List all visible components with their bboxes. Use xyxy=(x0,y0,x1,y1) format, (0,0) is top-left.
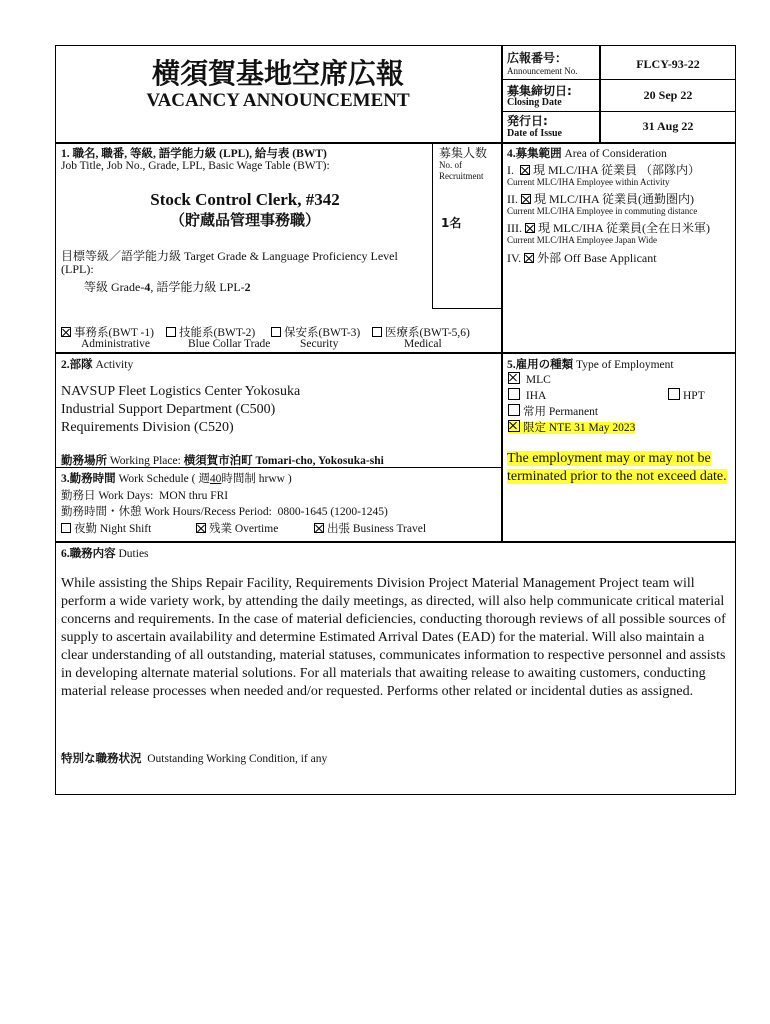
area-roman-2: II. xyxy=(507,192,518,206)
duties-label-en: Duties xyxy=(118,548,149,560)
activity-line1: NAVSUP Fleet Logistics Center Yokosuka xyxy=(61,384,301,399)
issue-value: 31 Aug 22 xyxy=(642,119,694,133)
place-value: 横須賀市泊町 Tomari-cho, Yokosuka-shi xyxy=(183,455,384,467)
checkbox-icon[interactable] xyxy=(508,404,520,416)
lpl-value: 2 xyxy=(244,280,251,294)
closing-label-jp: 募集締切日: xyxy=(507,84,572,98)
ann-row-line xyxy=(501,79,736,80)
emp-hpt[interactable] xyxy=(668,388,705,402)
header-bottom-line xyxy=(55,142,736,144)
ann-no-label-en: Announcement No. xyxy=(507,66,578,76)
schedule-weekly-post: 時間制 hrww ) xyxy=(221,473,292,485)
target-line1: 目標等級／語学能力級 Target Grade & Language Proficiency Level xyxy=(61,249,398,263)
employment-label-jp: 5.雇用の種類 xyxy=(507,359,574,371)
checkbox-checked-icon[interactable] xyxy=(508,420,520,432)
overtime-label: 残業 Overtime xyxy=(209,523,279,535)
working-place xyxy=(61,452,384,468)
job-label-jp: 1. 職名, 職番, 等級, 語学能力級 (LPL), 給与表 (BWT) xyxy=(61,148,327,160)
recruit-label-en1: No. of xyxy=(439,160,462,170)
job-label-en: Job Title, Job No., Grade, LPL, Basic Wage Table (BWT): xyxy=(61,160,330,172)
area-item-2[interactable] xyxy=(507,190,694,207)
issue-label-jp: 発行日: xyxy=(507,114,548,128)
employment-note-text: The employment may or may not be terminated prior to the not exceed date. xyxy=(507,451,727,484)
checkbox-checked-icon[interactable] xyxy=(61,327,71,337)
business-travel[interactable] xyxy=(314,520,426,536)
duties-text: While assisting the Ships Repair Facility, Requirements Division Project Material Management Project team will perform a wide variety work, by attending the daily meetings, as directed, will also help communicate critical material concerns and requirements. In the case of material deficiencies, conducting thorough reviews of all possible sources of supply to ascertain availability and determine Estimated Arrival Dates (EAD) for the material. Will also maintain a clear understanding of all outstanding, material statuses, communicates information to respective personnel and assists in developing alternate material solutions. For all materials that awaiting release to awaiting customers, conducting material release processes when needed and/or requested. Performs other related or incidental duties as assigned. xyxy=(61,576,726,699)
special-label-en: Outstanding Working Condition, if any xyxy=(147,753,328,765)
schedule-label-jp: 3.勤務時間 xyxy=(61,473,116,485)
title-jp: 横須賀基地空席広報 xyxy=(151,57,404,90)
bwt-medical-en: Medical xyxy=(404,338,442,350)
area-item-3[interactable] xyxy=(507,219,710,236)
bwt-admin-en: Administrative xyxy=(81,338,150,350)
work-days-value: MON thru FRI xyxy=(159,490,229,502)
column-divider xyxy=(501,45,503,542)
grade-prefix: 等級 Grade- xyxy=(84,280,145,294)
area-label-en: Area of Consideration xyxy=(564,148,667,160)
area-item-2-jp: 現 MLC/IHA 従業員(通勤圏内) xyxy=(534,192,694,206)
bwt-security-en: Security xyxy=(300,338,339,350)
checkbox-checked-icon[interactable] xyxy=(314,523,324,533)
work-hours-value: 0800-1645 (1200-1245) xyxy=(277,506,388,518)
schedule-weekly-value: 40 xyxy=(209,473,222,485)
night-shift[interactable] xyxy=(61,520,151,536)
activity-label xyxy=(61,356,133,372)
area-item-3-en: Current MLC/IHA Employee Japan Wide xyxy=(507,235,657,245)
area-item-1[interactable] xyxy=(507,161,700,178)
employment-note xyxy=(507,450,733,486)
job-title-en: Stock Control Clerk, #342 xyxy=(150,190,340,209)
grade-value: 4 xyxy=(144,280,151,294)
employment-label-en: Type of Employment xyxy=(576,359,674,371)
overtime[interactable] xyxy=(196,520,278,536)
emp-mlc-label: MLC xyxy=(525,374,551,386)
checkbox-icon[interactable] xyxy=(372,327,382,337)
business-travel-label: 出張 Business Travel xyxy=(327,523,427,535)
area-label xyxy=(507,145,667,161)
work-days-label: 勤務日 Work Days: xyxy=(61,490,154,502)
checkbox-icon[interactable] xyxy=(271,327,281,337)
area-item-4[interactable] xyxy=(507,249,657,266)
checkbox-checked-icon[interactable] xyxy=(521,194,531,204)
work-hours xyxy=(61,503,388,519)
area-item-1-jp: 現 MLC/IHA 従業員 （部隊内） xyxy=(533,163,701,177)
closing-value: 20 Sep 22 xyxy=(643,88,693,102)
duties-label xyxy=(61,545,149,561)
special-label-jp: 特別な職務状況 xyxy=(61,753,142,765)
emp-iha-label: IHA xyxy=(525,390,547,402)
emp-mlc[interactable] xyxy=(508,372,551,386)
job-title-jp: （貯蔵品管理事務職） xyxy=(169,211,320,229)
activity-label-en: Activity xyxy=(95,359,134,371)
duties-label-jp: 6.職務内容 xyxy=(61,548,116,560)
recruit-label-en2: Recruitment xyxy=(439,171,484,181)
activity-line2: Industrial Support Department (C500) xyxy=(61,402,276,417)
place-label-jp: 勤務場所 xyxy=(61,455,107,467)
schedule-label xyxy=(61,470,292,486)
work-hours-label: 勤務時間・休憩 Work Hours/Recess Period: xyxy=(61,506,272,518)
emp-limited[interactable] xyxy=(508,419,635,435)
area-label-jp: 4.募集範囲 xyxy=(507,148,562,160)
area-roman-3: III. xyxy=(507,221,522,235)
bwt-medical-jp: 医療系(BWT-5,6) xyxy=(385,327,470,339)
closing-label-en: Closing Date xyxy=(507,97,562,108)
checkbox-checked-icon[interactable] xyxy=(508,372,520,384)
area-item-1-en: Current MLC/IHA Employee within Activity xyxy=(507,177,670,187)
recruit-label-jp: 募集人数 xyxy=(439,146,488,160)
emp-limited-label: 限定 NTE 31 May 2023 xyxy=(523,422,636,434)
employment-label xyxy=(507,356,674,372)
checkbox-checked-icon[interactable] xyxy=(525,223,535,233)
issue-label-en: Date of Issue xyxy=(507,128,562,139)
checkbox-checked-icon[interactable] xyxy=(520,165,530,175)
area-item-3-jp: 現 MLC/IHA 従業員(全在日米軍) xyxy=(538,221,710,235)
target-line2: (LPL): xyxy=(61,262,94,276)
emp-hpt-label: HPT xyxy=(683,390,705,402)
bwt-blue-en: Blue Collar Trade xyxy=(188,338,271,350)
emp-permanent[interactable] xyxy=(508,403,598,419)
schedule-weekly-pre: ( 週 xyxy=(191,473,210,485)
checkbox-checked-icon[interactable] xyxy=(524,253,534,263)
checkbox-icon[interactable] xyxy=(166,327,176,337)
bwt-blue-jp: 技能系(BWT-2) xyxy=(179,327,256,339)
activity-line3: Requirements Division (C520) xyxy=(61,420,234,435)
emp-permanent-label: 常用 Permanent xyxy=(523,406,599,418)
lpl-prefix: , 語学能力級 LPL- xyxy=(150,280,245,294)
section6-top-line xyxy=(55,541,736,543)
area-roman-4: IV. xyxy=(507,251,522,265)
area-item-4-jp: 外部 Off Base Applicant xyxy=(537,251,657,265)
activity-label-jp: 2.部隊 xyxy=(61,359,93,371)
checkbox-checked-icon[interactable] xyxy=(196,523,206,533)
emp-iha[interactable] xyxy=(508,388,546,402)
recruit-bottom-line xyxy=(432,308,501,309)
checkbox-icon[interactable] xyxy=(508,388,520,400)
section2-top-line xyxy=(55,352,736,354)
bwt-admin-jp: 事務系(BWT -1) xyxy=(74,327,154,339)
work-days xyxy=(61,487,228,503)
ann-no-label-jp: 広報番号： xyxy=(507,51,568,65)
emp-limited-highlight xyxy=(508,422,635,434)
checkbox-icon[interactable] xyxy=(668,388,680,400)
title-en: VACANCY ANNOUNCEMENT xyxy=(146,90,410,111)
checkbox-icon[interactable] xyxy=(61,523,71,533)
area-roman-1: I. xyxy=(507,163,514,177)
area-item-2-en: Current MLC/IHA Employee in commuting distance xyxy=(507,206,698,216)
special-condition xyxy=(61,750,327,766)
ann-no-value: FLCY-93-22 xyxy=(636,57,700,71)
bwt-security-jp: 保安系(BWT-3) xyxy=(284,327,361,339)
recruit-value: 1名 xyxy=(441,216,462,230)
grade-line xyxy=(84,278,251,295)
night-shift-label: 夜勤 Night Shift xyxy=(74,523,152,535)
schedule-label-en: Work Schedule xyxy=(118,473,189,485)
place-label-en: Working Place: xyxy=(109,455,181,467)
